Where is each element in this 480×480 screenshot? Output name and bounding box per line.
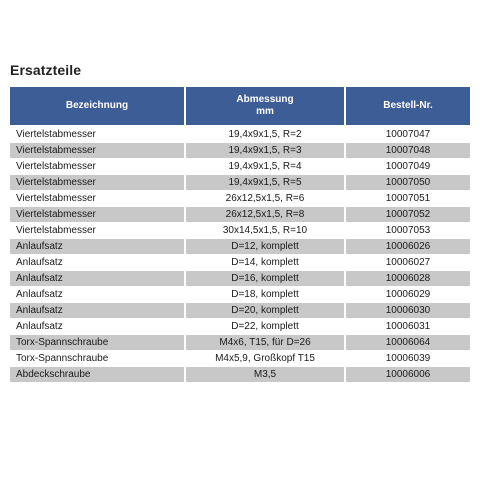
cell-bezeichnung: Anlaufsatz: [10, 319, 185, 335]
table-header: [10, 87, 470, 126]
cell-bestell-nr: 10006006: [345, 367, 470, 383]
cell-abmessung: D=20, komplett: [185, 303, 345, 319]
cell-abmessung: 19,4x9x1,5, R=2: [185, 126, 345, 143]
table-row: [10, 175, 470, 191]
table-row: [10, 255, 470, 271]
table-row: [10, 303, 470, 319]
cell-bezeichnung: Viertelstabmesser: [10, 175, 185, 191]
cell-bezeichnung: Viertelstabmesser: [10, 191, 185, 207]
parts-table: [10, 87, 470, 382]
page-title: Ersatzteile: [10, 62, 82, 78]
header-row: [10, 87, 470, 126]
cell-bezeichnung: Torx-Spannschraube: [10, 335, 185, 351]
table-body: [10, 126, 470, 382]
cell-abmessung: M3,5: [185, 367, 345, 383]
cell-abmessung: M4x5,9, Großkopf T15: [185, 351, 345, 367]
cell-bezeichnung: Anlaufsatz: [10, 287, 185, 303]
cell-abmessung: 19,4x9x1,5, R=4: [185, 159, 345, 175]
table-row: [10, 159, 470, 175]
cell-bestell-nr: 10006030: [345, 303, 470, 319]
cell-bestell-nr: 10007052: [345, 207, 470, 223]
cell-bestell-nr: 10006031: [345, 319, 470, 335]
cell-bestell-nr: 10007047: [345, 126, 470, 143]
cell-abmessung: D=12, komplett: [185, 239, 345, 255]
cell-bezeichnung: Anlaufsatz: [10, 239, 185, 255]
cell-abmessung: 19,4x9x1,5, R=5: [185, 175, 345, 191]
table-row: [10, 239, 470, 255]
cell-abmessung: M4x6, T15, für D=26: [185, 335, 345, 351]
cell-bestell-nr: 10007050: [345, 175, 470, 191]
cell-bestell-nr: 10006028: [345, 271, 470, 287]
cell-bestell-nr: 10007049: [345, 159, 470, 175]
header-abmessung-unit: mm: [256, 106, 274, 117]
cell-abmessung: D=22, komplett: [185, 319, 345, 335]
cell-bestell-nr: 10006026: [345, 239, 470, 255]
cell-abmessung: 19,4x9x1,5, R=3: [185, 143, 345, 159]
table-row: [10, 191, 470, 207]
cell-abmessung: 26x12,5x1,5, R=6: [185, 191, 345, 207]
header-abmessung-label: Abmessung: [236, 94, 294, 105]
table-row: [10, 271, 470, 287]
cell-bezeichnung: Viertelstabmesser: [10, 126, 185, 143]
cell-bestell-nr: 10006039: [345, 351, 470, 367]
cell-abmessung: 30x14,5x1,5, R=10: [185, 223, 345, 239]
cell-bezeichnung: Viertelstabmesser: [10, 159, 185, 175]
cell-bestell-nr: 10006029: [345, 287, 470, 303]
cell-bezeichnung: Viertelstabmesser: [10, 207, 185, 223]
cell-abmessung: D=16, komplett: [185, 271, 345, 287]
table-row: [10, 207, 470, 223]
table-row: [10, 287, 470, 303]
header-bezeichnung: Bezeichnung: [10, 87, 185, 126]
cell-bezeichnung: Abdeckschraube: [10, 367, 185, 383]
table-row: [10, 143, 470, 159]
table-row: [10, 126, 470, 143]
cell-bezeichnung: Anlaufsatz: [10, 255, 185, 271]
header-abmessung: [185, 87, 345, 126]
cell-bezeichnung: Viertelstabmesser: [10, 223, 185, 239]
cell-abmessung: D=18, komplett: [185, 287, 345, 303]
table-row: [10, 319, 470, 335]
cell-bezeichnung: Anlaufsatz: [10, 303, 185, 319]
cell-abmessung: 26x12,5x1,5, R=8: [185, 207, 345, 223]
cell-abmessung: D=14, komplett: [185, 255, 345, 271]
table-row: [10, 367, 470, 383]
cell-bestell-nr: 10006027: [345, 255, 470, 271]
cell-bezeichnung: Viertelstabmesser: [10, 143, 185, 159]
cell-bestell-nr: 10007053: [345, 223, 470, 239]
header-bestell-nr: Bestell-Nr.: [345, 87, 470, 126]
cell-bestell-nr: 10006064: [345, 335, 470, 351]
table-row: [10, 335, 470, 351]
table-row: [10, 351, 470, 367]
cell-bezeichnung: Torx-Spannschraube: [10, 351, 185, 367]
cell-bezeichnung: Anlaufsatz: [10, 271, 185, 287]
cell-bestell-nr: 10007048: [345, 143, 470, 159]
cell-bestell-nr: 10007051: [345, 191, 470, 207]
table-row: [10, 223, 470, 239]
